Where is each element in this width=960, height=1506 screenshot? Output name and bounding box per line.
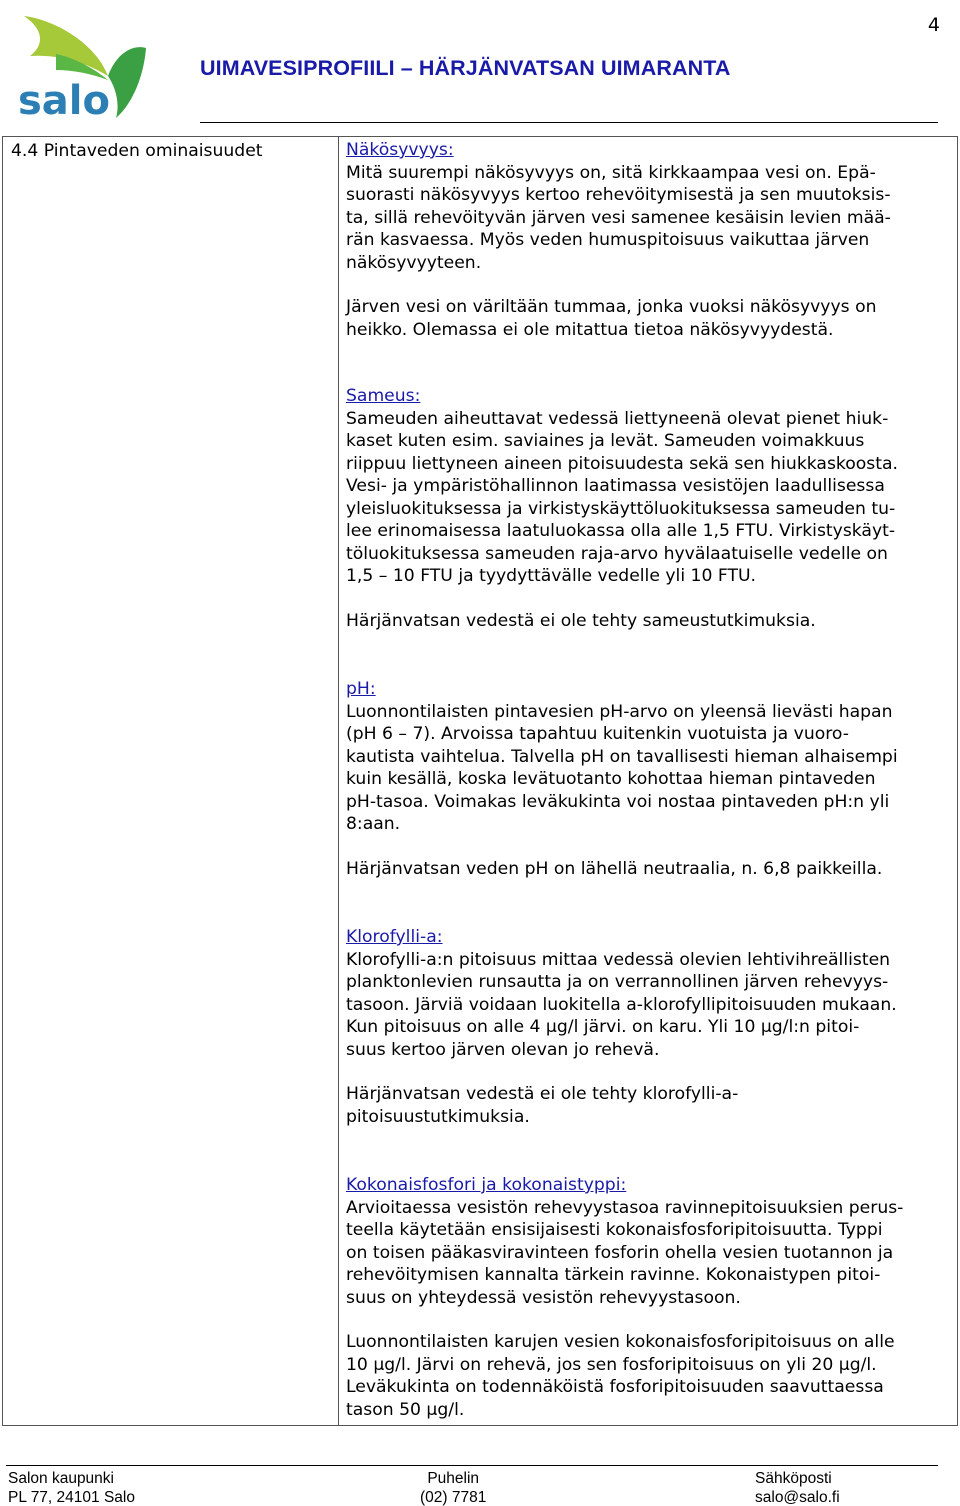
paragraph-line: näkösyvyyteen. (346, 252, 482, 273)
paragraph-line: Arvioitaessa vesistön rehevyystasoa ravinnepitoisuuksien perus- (346, 1197, 904, 1218)
column-divider (338, 137, 339, 1425)
paragraph-line: Kun pitoisuus on alle 4 µg/l järvi. on karu. Yli 10 µg/l:n pitoi- (346, 1017, 860, 1037)
paragraph-line: riippuu liettyneen aineen pitoisuudesta sekä sen hiukkaskoosta. (346, 453, 898, 474)
fosfori-title: Kokonaisfosfori ja kokonaistyppi: (346, 1175, 627, 1195)
paragraph-line: Luonnontilaisten karujen vesien kokonaisfosforipitoisuus on alle (346, 1332, 895, 1352)
paragraph-line: kaset kuten esim. saviaines ja levät. Sameuden voimakkuus (346, 431, 865, 451)
footer-rule (6, 1465, 938, 1466)
footer-phone (420, 1469, 486, 1506)
content-table (2, 136, 958, 1426)
paragraph-line: 10 µg/l. Järvi on rehevä, jos sen fosforipitoisuus on yli 20 µg/l. (346, 1354, 877, 1375)
paragraph-line: Sameuden aiheuttavat vedessä liettyneenä olevat pienet hiuk- (346, 408, 889, 429)
paragraph-line: kautista vaihtelua. Talvella pH on tavallisesti hieman alhaisempi (346, 746, 898, 767)
header-rule (200, 122, 938, 123)
paragraph-line: Luonnontilaisten pintavesien pH-arvo on yleensä lievästi hapan (346, 701, 893, 722)
page-number: 4 (927, 14, 940, 36)
paragraph-line: tasoon. Järviä voidaan luokitella a-klorofyllipitoisuuden mukaan. (346, 994, 897, 1015)
paragraph-line: suus on yhteydessä vesistön rehevyystasoon. (346, 1287, 741, 1308)
klorofylli-title: Klorofylli-a: (346, 927, 443, 947)
logo-text: salo (18, 78, 110, 122)
sameus-title: Sameus: (346, 386, 421, 406)
paragraph-line: rehevöitymisen kannalta tärkein ravinne. Kokonaistypen pitoi- (346, 1265, 881, 1285)
section-heading: 4.4 Pintaveden ominaisuudet (11, 141, 263, 161)
paragraph-line: Järven vesi on väriltään tummaa, jonka vuoksi näkösyvyys on (346, 297, 877, 317)
footer-org-address: PL 77, 24101 Salo (8, 1489, 135, 1506)
paragraph-line: Klorofylli-a:n pitoisuus mittaa vedessä olevien lehtivihreällisten (346, 949, 891, 970)
paragraph-line: Härjänvatsan veden pH on lähellä neutraalia, n. 6,8 paikkeilla. (346, 858, 883, 879)
paragraph-line: heikko. Olemassa ei ole mitattua tietoa näkösyvyydestä. (346, 319, 834, 340)
paragraph-line: Härjänvatsan vedestä ei ole tehty klorofylli-a- (346, 1084, 739, 1104)
paragraph-line: Vesi- ja ympäristöhallinnon laatimassa vesistöjen laadullisessa (346, 476, 885, 496)
footer-org (8, 1469, 135, 1506)
paragraph-line: on toisen pääkasviravinteen fosforin ohella vesien tuotannon ja (346, 1242, 894, 1263)
document-title: UIMAVESIPROFIILI – HÄRJÄNVATSAN UIMARANTA (200, 56, 731, 80)
paragraph-line: kuin kesällä, koska levätuotanto kohottaa hieman pintaveden (346, 769, 876, 789)
right-column (346, 139, 952, 1421)
paragraph-line: pH-tasoa. Voimakas leväkukinta voi nostaa pintaveden pH:n yli (346, 791, 890, 812)
nakosyvyys-title: Näkösyvyys: (346, 140, 454, 160)
paragraph-line: Härjänvatsan vedestä ei ole tehty sameustutkimuksia. (346, 610, 816, 631)
paragraph-line: suorasti näkösyvyys kertoo rehevöitymisestä ja sen muutoksis- (346, 185, 891, 205)
paragraph-line: ta, sillä rehevöityvän järven vesi samenee kesäisin levien mää- (346, 207, 891, 228)
paragraph-line: tason 50 µg/l. (346, 1399, 465, 1420)
paragraph-line: (pH 6 – 7). Arvoissa tapahtuu kuitenkin vuotuista ja vuoro- (346, 724, 849, 744)
block-klorofylli (346, 926, 952, 1128)
paragraph-line: teella käytetään ensisijaisesti kokonaisfosforipitoisuutta. Typpi (346, 1220, 883, 1240)
paragraph-line: töluokituksessa sameuden raja-arvo hyvälaatuiselle vedelle on (346, 543, 888, 564)
block-ph (346, 678, 952, 880)
paragraph-line: 8:aan. (346, 814, 401, 834)
paragraph-line: yleisluokituksessa ja virkistyskäyttöluokituksessa sameuden tu- (346, 498, 896, 519)
footer-phone-label: Puhelin (427, 1470, 480, 1487)
footer-phone-value: (02) 7781 (420, 1489, 487, 1506)
block-sameus (346, 385, 952, 632)
paragraph-line: 1,5 – 10 FTU ja tyydyttävälle vedelle yli 10 FTU. (346, 566, 757, 586)
salo-logo (16, 14, 156, 122)
ph-title: pH: (346, 679, 376, 699)
footer-email-label: Sähköposti (755, 1470, 832, 1487)
paragraph-line: planktonlevien runsautta ja on verrannollinen järven rehevyys- (346, 972, 889, 992)
block-nakosyvyys (346, 139, 952, 341)
paragraph-line: rän kasvaessa. Myös veden humuspitoisuus vaikuttaa järven (346, 230, 870, 250)
paragraph-line: Leväkukinta on todennäköistä fosforipitoisuuden saavuttaessa (346, 1377, 884, 1397)
paragraph-line: lee erinomaisessa laatuluokassa olla alle 1,5 FTU. Virkistyskäyt- (346, 521, 896, 541)
footer-email-value: salo@salo.fi (755, 1489, 840, 1506)
paragraph-line: pitoisuustutkimuksia. (346, 1106, 530, 1127)
block-fosfori (346, 1174, 952, 1421)
footer-org-label: Salon kaupunki (8, 1470, 114, 1487)
footer-email (755, 1469, 840, 1506)
paragraph-line: suus kertoo järven olevan jo rehevä. (346, 1039, 660, 1060)
paragraph-line: Mitä suurempi näkösyvyys on, sitä kirkkaampaa vesi on. Epä- (346, 162, 876, 183)
